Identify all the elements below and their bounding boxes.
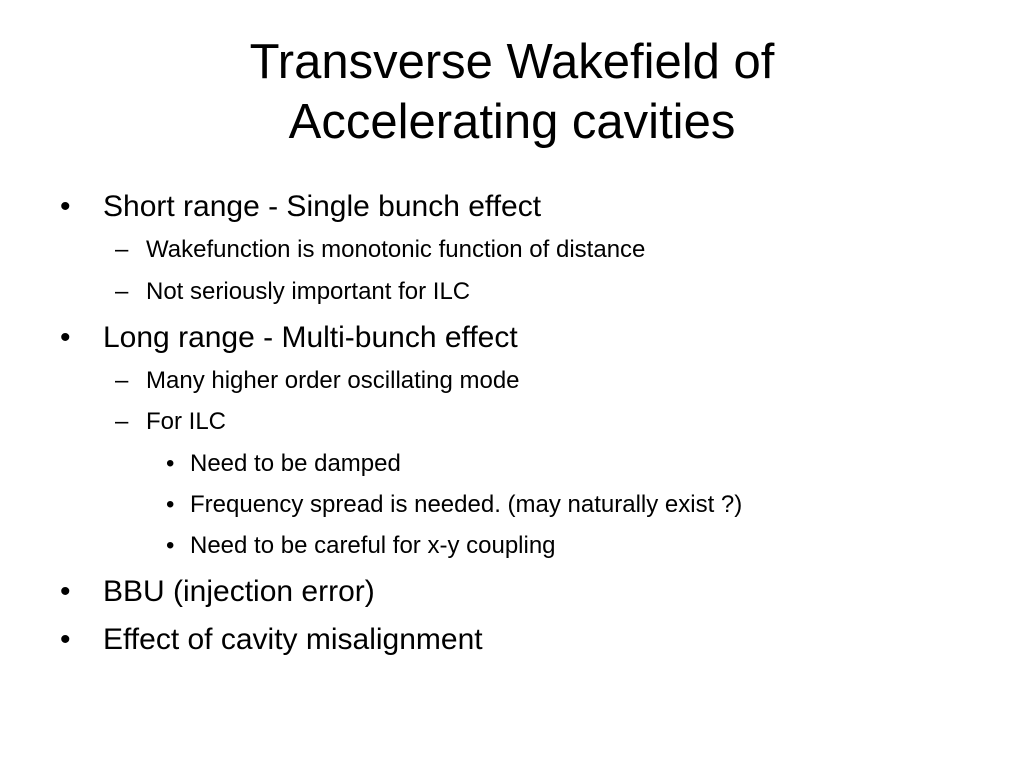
bullet-text: Effect of cavity misalignment [103,623,483,656]
bullet-item [60,189,760,225]
bullet-text: Short range - Single bunch effect [103,190,542,223]
bullet-text: Long range - Multi-bunch effect [103,321,518,354]
sub-bullet-text: For ILC [146,408,227,435]
sub-bullet-text: Not seriously important for ILC [146,278,471,305]
bullet-item [60,622,760,658]
sub-sub-bullet-marker: • [166,491,175,518]
sub-sub-bullet-marker: • [166,532,175,559]
sub-sub-bullet-item [166,490,906,520]
bullet-text: BBU (injection error) [103,575,375,608]
bullet-marker: • [60,575,71,608]
sub-bullet-marker: – [115,278,129,305]
bullet-marker: • [60,190,71,223]
title-line-1: Transverse Wakefield of [249,35,775,89]
sub-sub-bullet-text: Need to be careful for x-y coupling [190,532,556,559]
bullet-marker: • [60,623,71,656]
sub-bullet-text: Wakefunction is monotonic function of distance [146,236,646,263]
title-line-2: Accelerating cavities [288,95,736,149]
sub-bullet-item [115,235,815,265]
bullet-item [60,574,760,610]
sub-bullet-text: Many higher order oscillating mode [146,367,520,394]
sub-sub-bullet-text: Need to be damped [190,450,401,477]
sub-sub-bullet-item [166,449,906,479]
sub-sub-bullet-text: Frequency spread is needed. (may naturally exist ?) [190,491,743,518]
sub-sub-bullet-marker: • [166,450,175,477]
sub-bullet-marker: – [115,236,129,263]
sub-bullet-marker: – [115,408,129,435]
sub-bullet-item [115,277,815,307]
sub-bullet-marker: – [115,367,129,394]
bullet-item [60,320,760,356]
sub-sub-bullet-item [166,531,906,561]
bullet-marker: • [60,321,71,354]
sub-bullet-item [115,366,815,396]
sub-bullet-item [115,407,815,437]
